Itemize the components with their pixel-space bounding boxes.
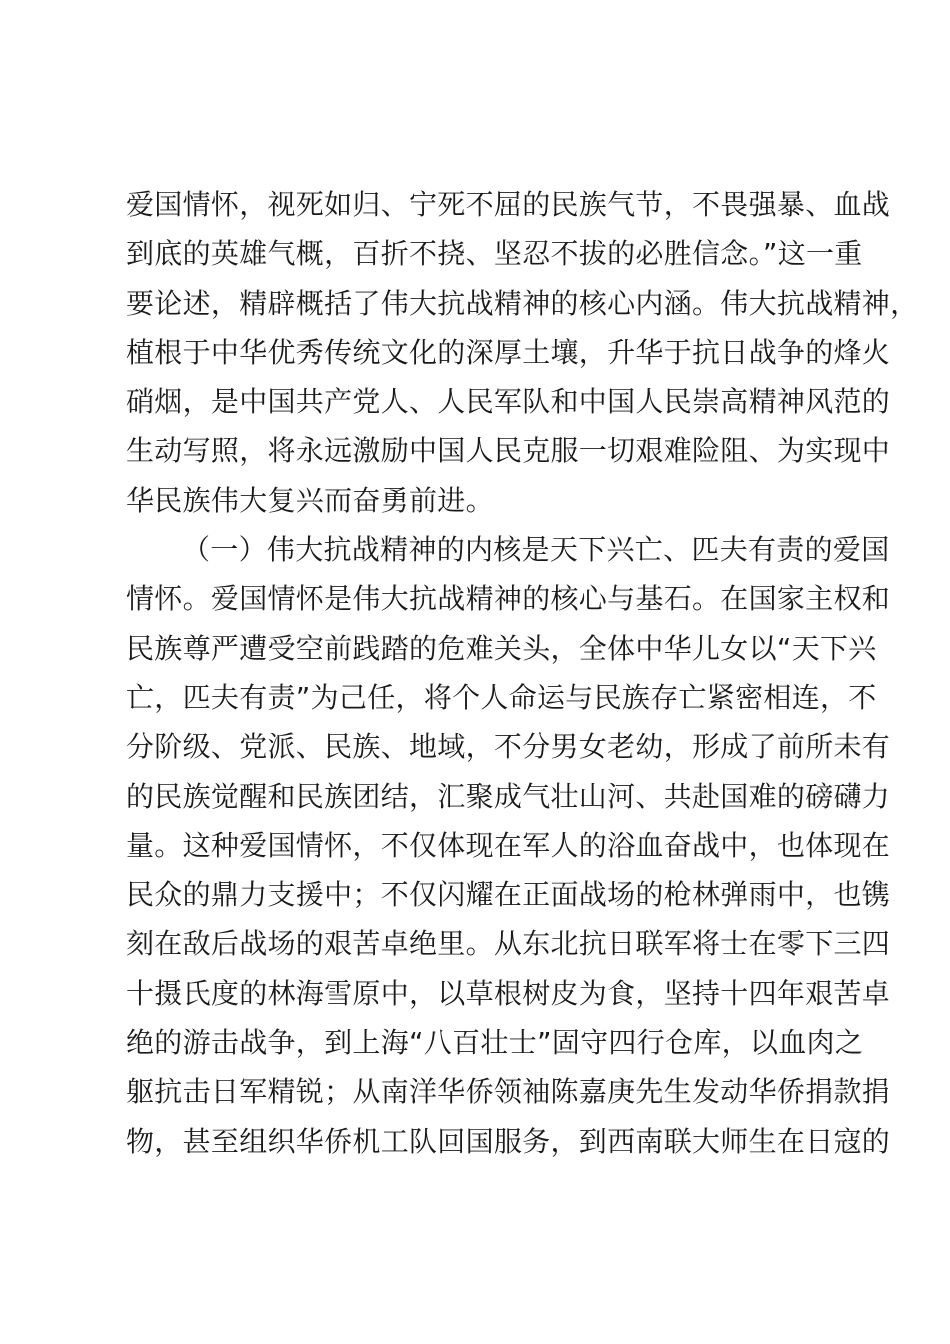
text-line: 分阶级、党派、民族、地域，不分男女老幼，形成了前所未有	[126, 730, 891, 764]
text-line: 量。这种爱国情怀，不仅体现在军人的浴血奋战中，也体现在	[126, 828, 891, 862]
text-line: 生动写照，将永远激励中国人民克服一切艰难险阻、为实现中	[126, 434, 891, 468]
text-line: 到底的英雄气概，百折不挠、坚忍不拔的必胜信念。”这一重	[126, 237, 863, 271]
text-line: 十摄氏度的林海雪原中，以草根树皮为食，坚持十四年艰苦卓	[126, 976, 891, 1010]
text-line: 绝的游击战争，到上海“八百壮士”固守四行仓库，以血肉之	[126, 1026, 864, 1060]
text-line: 民族尊严遭受空前践踏的危难关头，全体中华儿女以“天下兴	[126, 631, 877, 665]
text-line: 硝烟，是中国共产党人、人民军队和中国人民崇高精神风范的	[126, 385, 891, 419]
text-line: 情怀。爱国情怀是伟大抗战精神的核心与基石。在国家主权和	[126, 582, 891, 616]
text-line: 要论述，精辟概括了伟大抗战精神的核心内涵。伟大抗战精神，	[126, 286, 919, 320]
text-line: 物，甚至组织华侨机工队回国服务，到西南联大师生在日寇的	[126, 1124, 891, 1158]
text-line: 华民族伟大复兴而奋勇前进。	[126, 483, 494, 517]
text-line: 躯抗击日军精锐；从南洋华侨领袖陈嘉庚先生发动华侨捐款捐	[126, 1075, 891, 1109]
text-line: 亡，匹夫有责”为己任，将个人命运与民族存亡紧密相连，不	[126, 680, 877, 714]
text-line: 植根于中华优秀传统文化的深厚土壤，升华于抗日战争的烽火	[126, 335, 891, 369]
text-line: 民众的鼎力支援中；不仅闪耀在正面战场的枪林弹雨中，也镌	[126, 878, 891, 912]
section-heading-line: （一）伟大抗战精神的内核是天下兴亡、匹夫有责的爱国	[182, 533, 890, 567]
text-line: 刻在敌后战场的艰苦卓绝里。从东北抗日联军将士在零下三四	[126, 927, 891, 961]
text-line: 的民族觉醒和民族团结，汇聚成气壮山河、共赴国难的磅礴力	[126, 779, 891, 813]
text-line: 爱国情怀，视死如归、宁死不屈的民族气节，不畏强暴、血战	[126, 188, 891, 221]
body-text	[126, 180, 919, 1166]
